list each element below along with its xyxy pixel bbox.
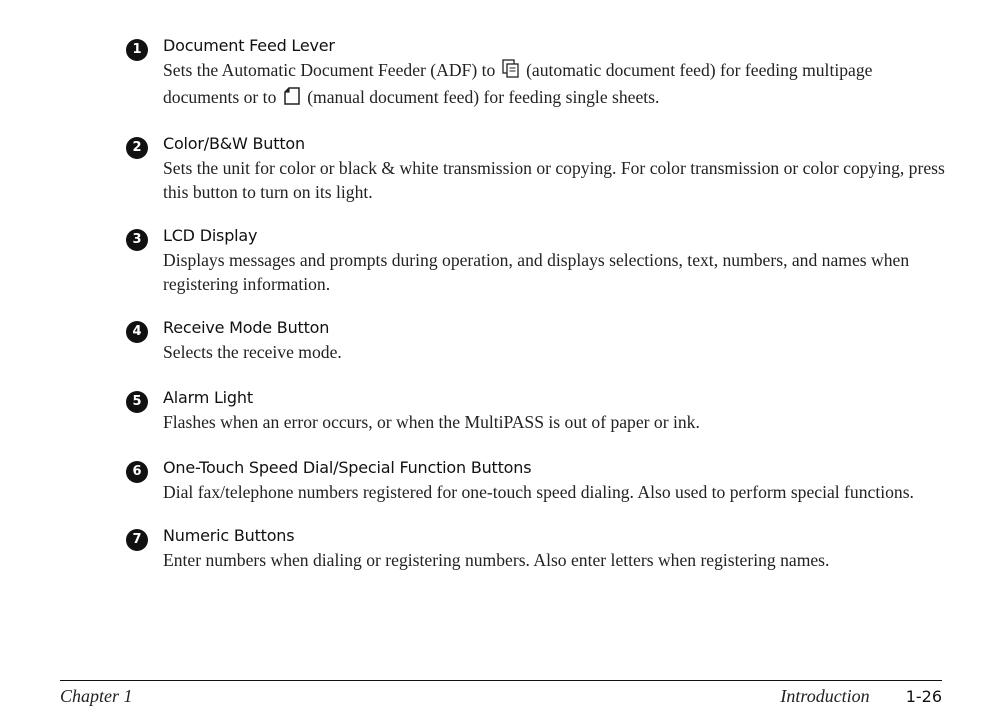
list-item-document-feed-lever bbox=[126, 34, 946, 112]
item-number-badge: 3 bbox=[126, 229, 148, 251]
item-description: Flashes when an error occurs, or when the MultiPASS is out of paper or ink. bbox=[163, 412, 700, 432]
item-description: Sets the unit for color or black & white transmission or copying. For color transmission or color copying, press this button to turn on its light. bbox=[163, 158, 945, 202]
list-item-numeric-buttons bbox=[126, 524, 946, 572]
list-item-receive-mode-button bbox=[126, 316, 946, 364]
item-description: Enter numbers when dialing or registering numbers. Also enter letters when registering names. bbox=[163, 550, 830, 570]
item-title: Numeric Buttons bbox=[163, 526, 295, 545]
item-number-badge: 7 bbox=[126, 529, 148, 551]
description-text: (automatic document feed) for feeding multipage documents or to bbox=[163, 60, 873, 107]
item-title: Color/B&W Button bbox=[163, 134, 305, 153]
item-description: Selects the receive mode. bbox=[163, 342, 342, 362]
list-item-lcd-display bbox=[126, 224, 946, 296]
item-title: Receive Mode Button bbox=[163, 318, 330, 337]
item-number-badge: 2 bbox=[126, 137, 148, 159]
page-number: 1-26 bbox=[905, 687, 942, 706]
list-item-alarm-light bbox=[126, 386, 946, 434]
footer-chapter: Chapter 1 bbox=[60, 686, 133, 706]
automatic-document-feed-icon bbox=[502, 59, 520, 85]
item-description bbox=[163, 58, 946, 112]
list-item-one-touch-speed-dial bbox=[126, 456, 946, 504]
footer-right bbox=[780, 684, 942, 710]
footer-divider bbox=[60, 680, 942, 681]
item-number-badge: 6 bbox=[126, 461, 148, 483]
item-number-badge: 5 bbox=[126, 391, 148, 413]
item-title: One-Touch Speed Dial/Special Function Buttons bbox=[163, 458, 532, 477]
item-number-badge: 1 bbox=[126, 39, 148, 61]
item-title: Document Feed Lever bbox=[163, 36, 335, 55]
item-description: Displays messages and prompts during operation, and displays selections, text, numbers, and names when registering information. bbox=[163, 250, 910, 294]
description-text: Sets the Automatic Document Feeder (ADF) to bbox=[163, 60, 496, 80]
manual-document-feed-icon bbox=[283, 86, 301, 112]
list-item-color-bw-button bbox=[126, 132, 946, 204]
description-text: (manual document feed) for feeding single sheets. bbox=[307, 87, 660, 107]
footer-section: Introduction bbox=[780, 686, 870, 706]
item-title: Alarm Light bbox=[163, 388, 253, 407]
item-number-badge: 4 bbox=[126, 321, 148, 343]
item-title: LCD Display bbox=[163, 226, 258, 245]
item-description: Dial fax/telephone numbers registered for one-touch speed dialing. Also used to perform special functions. bbox=[163, 482, 914, 502]
component-list bbox=[126, 34, 946, 592]
